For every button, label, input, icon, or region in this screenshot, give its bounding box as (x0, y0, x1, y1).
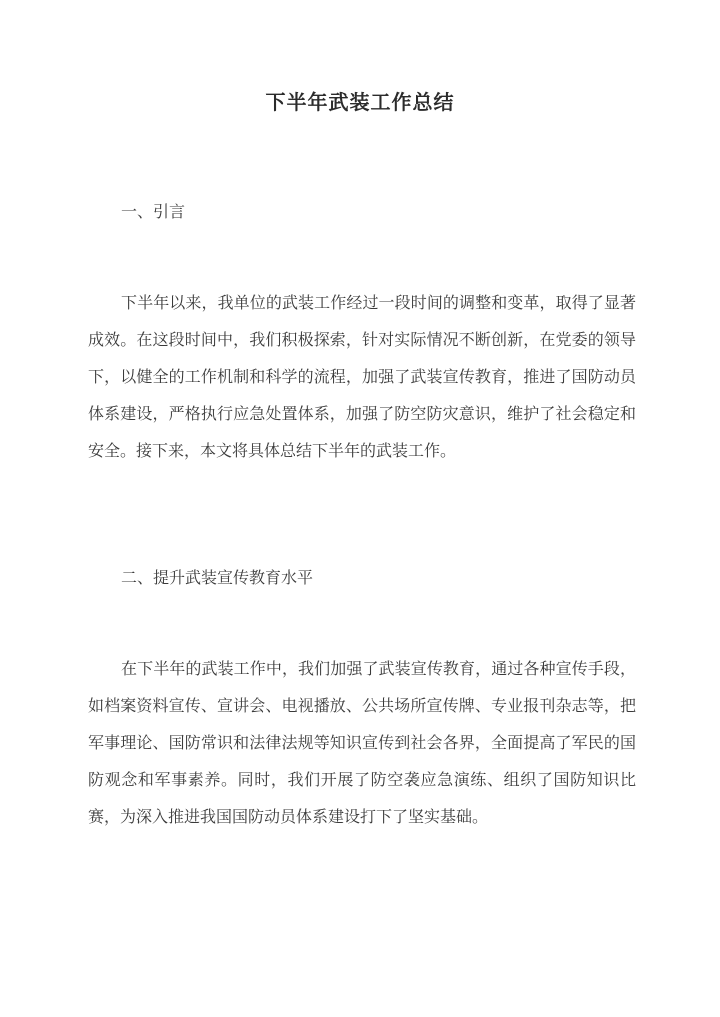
section-heading-propaganda-education: 二、提升武装宣传教育水平 (121, 568, 314, 587)
section-paragraph-introduction: 下半年以来，我单位的武装工作经过一段时间的调整和变革，取得了显著成效。在这段时间中，我们积极探索，针对实际情况不断创新，在党委的领导下，以健全的工作机制和科学的流程，加强了武装宣传教育，推进了国防动员体系建设，严格执行应急处置体系，加强了防空防灾意识，维护了社会稳定和安全。接下来，本文将具体总结下半年的武装工作。 (88, 293, 636, 460)
section-paragraph-propaganda-education: 在下半年的武装工作中，我们加强了武装宣传教育，通过各种宣传手段，如档案资料宣传、宣讲会、电视播放、公共场所宣传牌、专业报刊杂志等，把军事理论、国防常识和法律法规等知识宣传到社会各界，全面提高了军民的国防观念和军事素养。同时，我们开展了防空袭应急演练、组织了国防知识比赛，为深入推进我国国防动员体系建设打下了坚实基础。 (88, 659, 636, 826)
section-heading-introduction: 一、引言 (121, 202, 186, 221)
document-title: 下半年武装工作总结 (265, 90, 455, 114)
